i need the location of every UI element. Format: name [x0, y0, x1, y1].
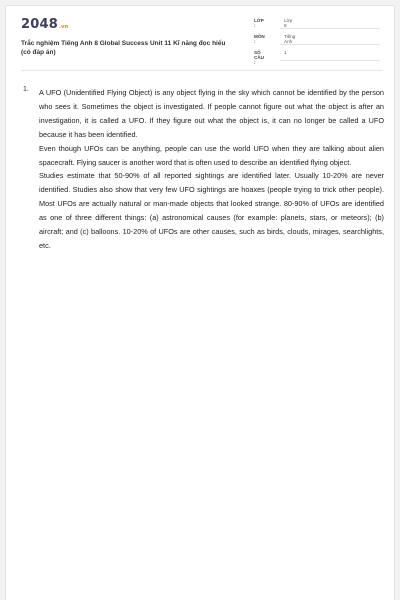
meta-underline [280, 28, 380, 29]
logo-tld: .vn [58, 24, 69, 30]
passage-paragraph: A UFO (Unidentified Flying Object) is any object flying in the sky which cannot be identified by the person who sees it. Sometimes the object is investigated. If people cannot figure out what the object is after an investigation, it is called a UFO. If they figure out what the object is, it can no longer be called a UFO because it has been identified. [39, 88, 384, 139]
meta-underline [280, 44, 380, 45]
class-label: LỚP : [254, 18, 264, 28]
meta-underline [280, 60, 380, 61]
subject-value: Tiếng Anh [284, 34, 296, 44]
reading-passage [39, 86, 384, 253]
document-title: Trắc nghiệm Tiếng Anh 8 Global Success Unit 11 Kĩ năng đọc hiểu (có đáp án) [21, 40, 226, 56]
passage-paragraph: Studies estimate that 50-90% of all reported sightings are identified later. Usually 10-20% are never identified. Studies also show that very few UFO sightings are hoaxes (people trying to trick other people). Most UFOs are actually natural or man-made objects that looked strange. 80-90% of UFOs are identified as one of three different things: (a) astronomical causes (for example: planets, stars, or meteors); (b) aircraft; and (c) balloons. 10-20% of UFOs are other causes, such as birds, clouds, mirages, searchlights, etc. [39, 171, 384, 250]
header-divider [21, 70, 383, 71]
passage-paragraph: Even though UFOs can be anything, people can use the world UFO when they are talking about alien spacecraft. Flying saucer is another word that is often used to describe an identified flying object. [39, 143, 384, 167]
document-sheet [5, 5, 395, 600]
site-logo[interactable] [21, 17, 68, 32]
logo-text: 2048 [21, 17, 58, 32]
subject-label: MÔN : [254, 34, 265, 44]
question-count-label: SỐ CÂU : [254, 50, 264, 65]
question-number: 1. [23, 86, 29, 93]
question-count-value: 1 [284, 50, 287, 55]
class-value: Lớp 8 [284, 18, 293, 28]
